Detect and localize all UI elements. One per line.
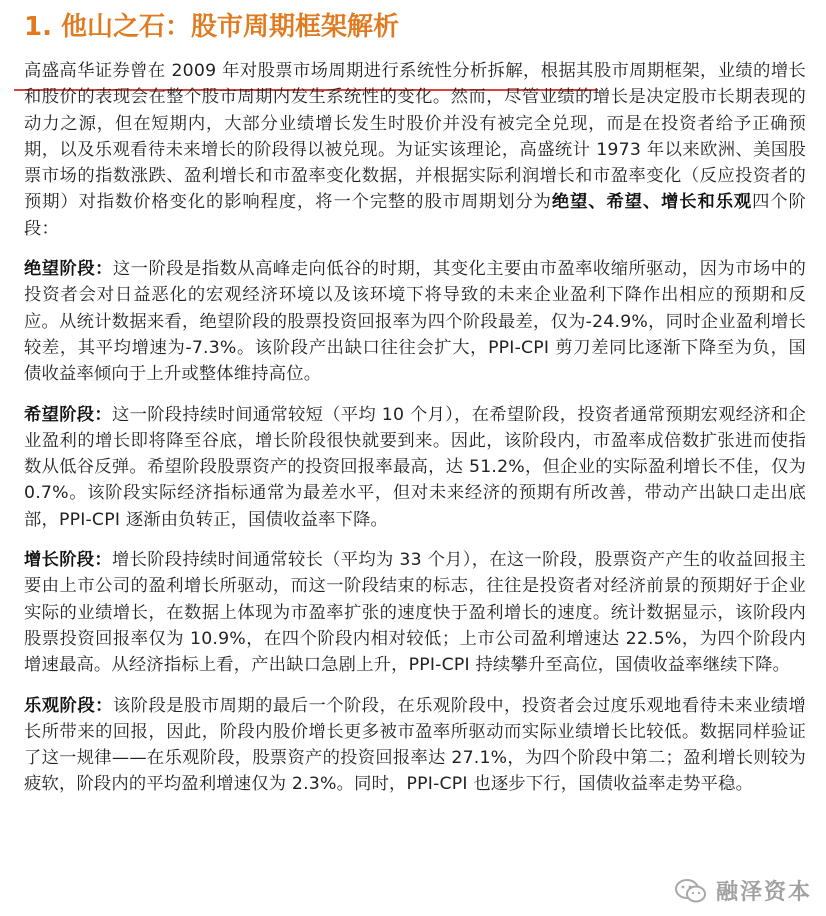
- wechat-logo-icon: [674, 878, 708, 904]
- stage-label-hope: 希望阶段：: [24, 404, 112, 425]
- stage-paragraph-despair: [24, 256, 806, 387]
- watermark-brand-text: 融泽资本: [715, 880, 812, 905]
- intro-text-part2: 四个阶段：: [24, 192, 806, 239]
- stage-text-optimism: 该阶段是股市周期的最后一个阶段，在乐观阶段中，投资者会过度乐观地看待未来业绩增长所带来的回报，因此，阶段内股价增长更多被市盈率所驱动而实际业绩增长比较低。数据同样验证了这一规律——在乐观阶段，股票资产的投资回报率达 27.1%，为四个阶段中第二；盈利增长则较为疲软，阶段内的平均盈利增速仅为 2.3%。同时，PPI-CPI 也逐步下行，国债收益率走势平稳。: [24, 695, 806, 795]
- stage-text-despair: 这一阶段是指数从高峰走向低谷的时期，其变化主要由市盈率收缩所驱动，因为市场中的投资者会对日益恶化的宏观经济环境以及该环境下将导致的未来企业盈利下降作出相应的预期和反应。从统计数据来看，绝望阶段的股票投资回报率为四个阶段最差，仅为-24.9%，同时企业盈利增长较差，其平均增速为-7.3%。该阶段产出缺口往往会扩大，PPI-CPI 剪刀差同比逐渐下降至为负，国债收益率倾向于上升或整体维持高位。: [24, 259, 806, 385]
- stage-label-despair: 绝望阶段：: [24, 259, 113, 280]
- stage-text-growth: 增长阶段持续时间通常较长（平均为 33 个月），在这一阶段，股票资产产生的收益回报主要由上市公司的盈利增长所驱动，而这一阶段结束的标志，往往是投资者对经济前景的预期好于企业实际的业绩增长，在数据上体现为市盈率扩张的速度快于盈利增长的速度。统计数据显示，该阶段内股票投资回报率仅为 10.9%，在四个阶段内相对较低；上市公司盈利增速达 22.5%，为四个阶段内增速最高。从经济指标上看，产出缺口急剧上升，PPI-CPI 持续攀升至高位，国债收益率继续下降。: [24, 550, 806, 676]
- stage-paragraph-growth: [24, 547, 806, 678]
- stage-label-optimism: 乐观阶段：: [24, 695, 113, 716]
- intro-text-part1: 高盛高华证券曾在 2009 年对股票市场周期进行系统性分析拆解，根据其股市周期框架，业绩的增长和股价的表现会在整个股市周期内发生系统性的变化。然而，尽管业绩的增长是决定股市长期表现的动力之源，但在短期内，大部分业绩增长发生时股价并没有被完全兑现，而是在投资者给予正确预期，以及乐观看待未来增长的阶段得以被兑现。为证实该理论，高盛统计 1973 年以来欧洲、美国股票市场的指数涨跌、盈利增长和市盈率变化数据，并根据实际利润增长和市盈率变化（反应投资者的预期）对指数价格变化的影响程度，将一个完整的股市周期划分为: [24, 61, 806, 213]
- intro-paragraph: [24, 58, 806, 242]
- article: [24, 10, 806, 812]
- watermark-brand: [674, 875, 812, 906]
- stage-paragraph-optimism: [24, 693, 806, 798]
- stage-text-hope: 这一阶段持续时间通常较短（平均 10 个月），在希望阶段，投资者通常预期宏观经济和企业盈利的增长即将降至谷底，增长阶段很快就要到来。因此，该阶段内，市盈率成倍数扩张进而使指数从低谷反弹。希望阶段股票资产的投资回报率最高，达 51.2%，但企业的实际盈利增长不佳，仅为 0.7%。该阶段实际经济指标通常为最差水平，但对未来经济的预期有所改善，带动产出缺口走出底部，PPI-CPI 逐渐由负转正，国债收益率下降。: [24, 404, 806, 530]
- intro-stages-bold: 绝望、希望、增长和乐观: [551, 192, 753, 213]
- section-heading: 1. 他山之石：股市周期框架解析: [24, 12, 400, 42]
- stage-label-growth: 增长阶段：: [24, 550, 112, 571]
- stage-paragraph-hope: [24, 402, 806, 533]
